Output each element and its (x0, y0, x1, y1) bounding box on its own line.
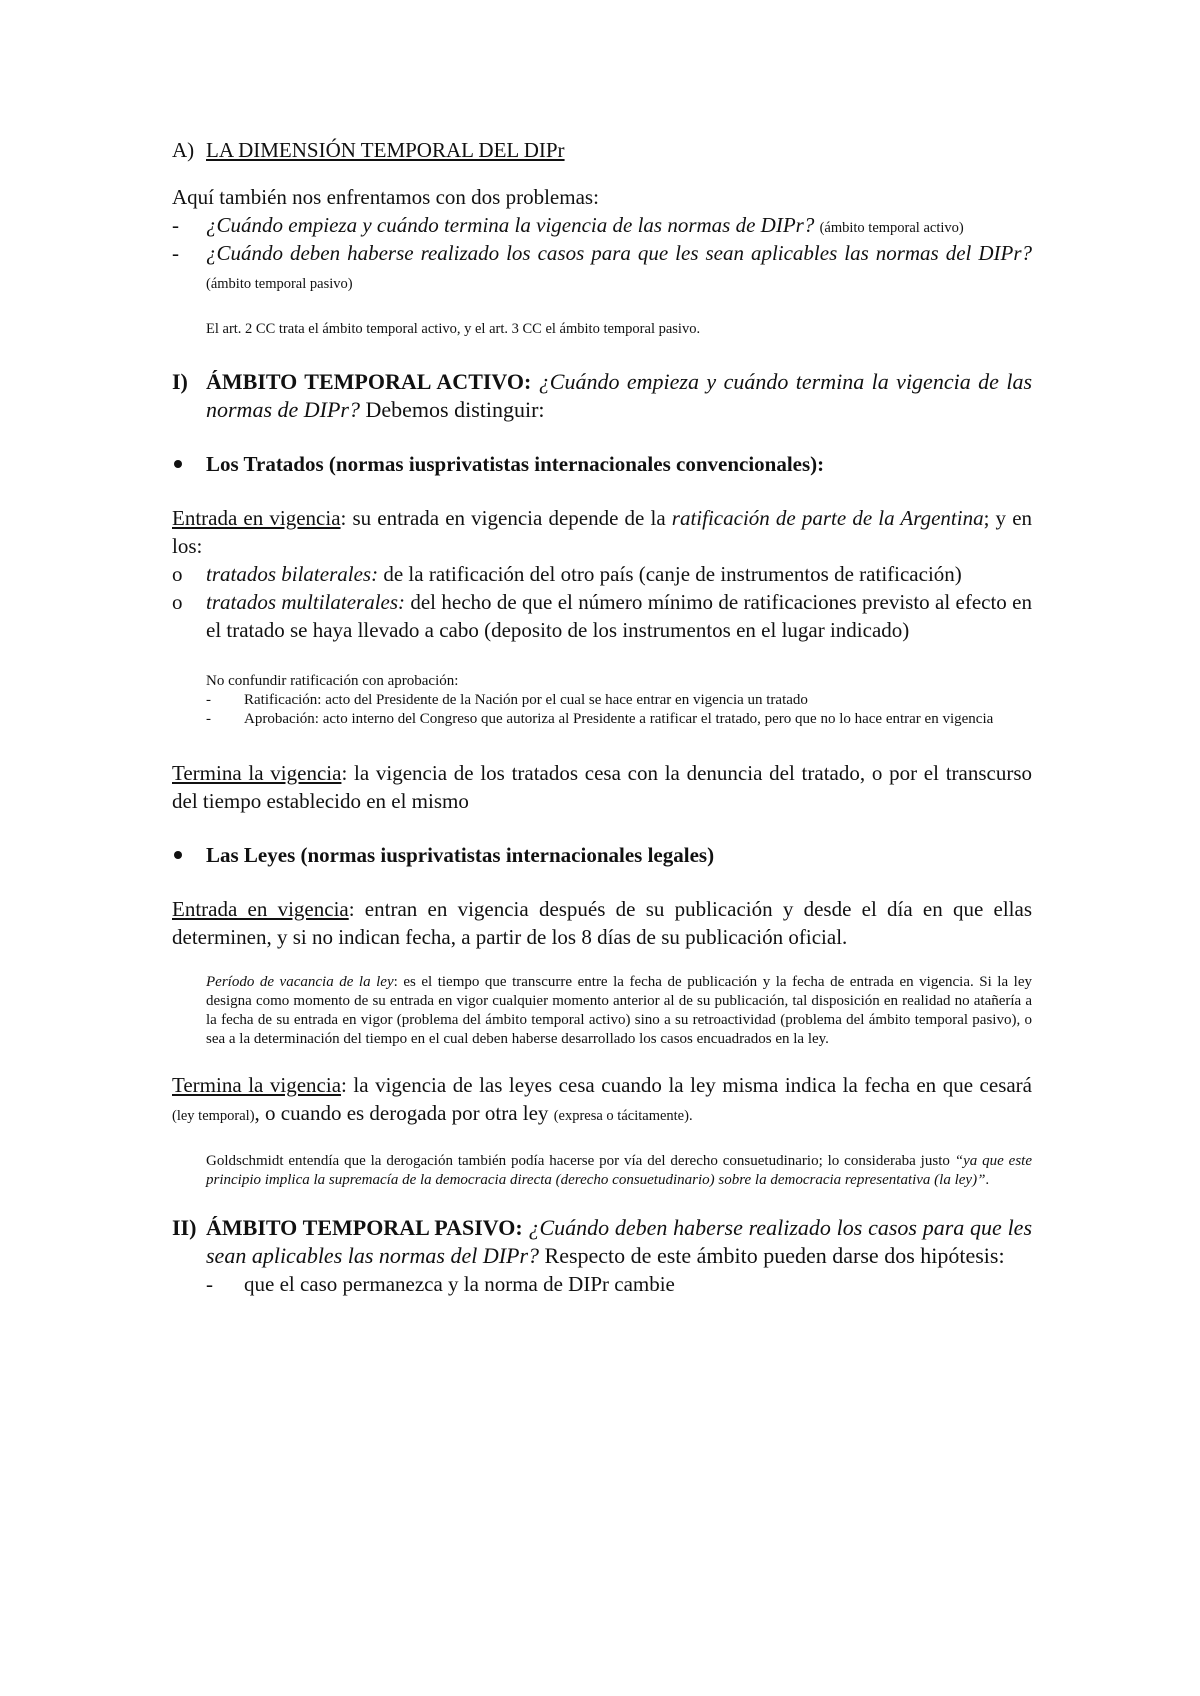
leyes-heading-text: Las Leyes (normas iusprivatistas internacionales legales) (206, 843, 715, 867)
section-a-heading (172, 138, 1032, 163)
circle-marker: o (172, 590, 183, 614)
goldschmidt-note (206, 1152, 1032, 1190)
section-ii-title: ÁMBITO TEMPORAL PASIVO: (206, 1215, 523, 1240)
section-ii-item-text: que el caso permanezca y la norma de DIPr cambie (244, 1272, 675, 1296)
ratificacion-note-item (206, 691, 1032, 710)
question-note: (ámbito temporal pasivo) (206, 276, 353, 292)
tratados-heading-text: Los Tratados (normas iusprivatistas internacionales convencionales): (206, 452, 825, 476)
ratificacion-note-title: No confundir ratificación con aprobación: (206, 673, 459, 689)
leyes-entrada (172, 895, 1032, 951)
goldschmidt-end: . (985, 1172, 990, 1188)
dash-marker: - (206, 692, 211, 708)
question-note: (ámbito temporal activo) (819, 220, 964, 236)
ratificacion-note-item (206, 710, 1032, 729)
tratados-list-item (172, 588, 1032, 644)
tratados-entrada-text: : su entrada en vigencia depende de la (340, 506, 672, 530)
dash-marker: - (172, 241, 179, 265)
tratados-item-text: de la ratificación del otro país (canje de instrumentos de ratificación) (378, 562, 962, 586)
section-ii-item (172, 1270, 1032, 1298)
question-item (172, 211, 1032, 239)
tratados-entrada (172, 504, 1032, 560)
tratados-entrada-italic: ratificación de parte de la Argentina (671, 506, 984, 530)
section-a-number: A) (172, 138, 195, 162)
section-i-title: ÁMBITO TEMPORAL ACTIVO: (206, 369, 532, 394)
tratados-termina (172, 759, 1032, 815)
leyes-termina-label: Termina la vigencia (172, 1073, 342, 1097)
tratados-entrada-label: Entrada en vigencia (172, 506, 341, 530)
leyes-termina-text: : la vigencia de las leyes cesa cuando la ley misma indica la fecha en que cesará (341, 1073, 1033, 1097)
leyes-heading (172, 841, 1032, 869)
section-ii-number: II) (172, 1215, 197, 1240)
tratados-item-text: del hecho de que el número mínimo de ratificaciones previsto al efecto en el tratado se haya llevado a cabo (deposito de los instrumentos en el lugar indicado) (206, 590, 1032, 642)
bullet-dot-icon (174, 460, 182, 468)
dash-marker: - (206, 1272, 213, 1296)
note-item-text: Ratificación: acto del Presidente de la Nación por el cual se hace entrar en vigencia un tratado (244, 692, 808, 708)
tratados-list-item (172, 560, 1032, 588)
section-ii-question: ¿Cuándo deben haberse realizado los casos para que les sean aplicables las normas del DIPr? (206, 1215, 1033, 1268)
leyes-termina-small-2: (expresa o tácitamente). (553, 1108, 693, 1124)
goldschmidt-text: Goldschmidt entendía que la derogación también podía hacerse por vía del derecho consuetudinario; lo consideraba justo (206, 1153, 955, 1169)
leyes-termina-small: (ley temporal) (172, 1108, 255, 1124)
question-item (172, 239, 1032, 295)
art-note: El art. 2 CC trata el ámbito temporal activo, y el art. 3 CC el ámbito temporal pasivo. (206, 321, 701, 337)
goldschmidt-quote: “ya que este principio implica la supremacía de la democracia directa (derecho consuetudinario) sobre la democracia representativa (la ley)” (206, 1153, 1032, 1188)
leyes-entrada-label: Entrada en vigencia (172, 897, 349, 921)
circle-marker: o (172, 562, 183, 586)
tratados-termina-text: : la vigencia de los tratados cesa con la denuncia del tratado, o por el transcurso del tiempo establecido en el mismo (172, 761, 1033, 813)
tratados-heading (172, 450, 1032, 478)
section-i-question: ¿Cuándo empieza y cuándo termina la vigencia de las normas de DIPr? (206, 369, 1032, 422)
section-a-intro: Aquí también nos enfrentamos con dos problemas: (172, 185, 599, 209)
section-i-number: I) (172, 369, 188, 394)
tratados-entrada-text-end: ; y en los: (172, 506, 1033, 558)
tratados-item-term: tratados multilaterales: (206, 590, 406, 614)
section-a-title: LA DIMENSIÓN TEMPORAL DEL DIPr (206, 138, 565, 162)
tratados-item-term: tratados bilaterales: (206, 562, 379, 586)
dash-marker: - (206, 711, 211, 727)
section-ii-tail: Respecto de este ámbito pueden darse dos hipótesis: (544, 1243, 1005, 1268)
vacancia-label: Período de vacancia de la ley (206, 974, 394, 990)
question-text: ¿Cuándo empieza y cuándo termina la vigencia de las normas de DIPr? (206, 213, 815, 237)
section-i-tail: Debemos distinguir: (365, 397, 545, 422)
leyes-termina (172, 1071, 1032, 1130)
tratados-termina-label: Termina la vigencia (172, 761, 342, 785)
section-ii-heading (172, 1214, 1032, 1270)
document-page (172, 138, 1032, 1298)
vacancia-note (206, 973, 1032, 1049)
bullet-dot-icon (174, 851, 182, 859)
section-i-heading (172, 368, 1032, 424)
vacancia-text: : es el tiempo que transcurre entre la fecha de publicación y la fecha de entrada en vigencia. Si la ley designa como momento de su entrada en vigor cualquier momento anterior al de su publicación, tal disposición en realidad no atañería a la fecha de su entrada en vigor (problema del ámbito temporal activo) sino a su retroactividad (problema del ámbito temporal pasivo), o sea a la determinación del tiempo en el cual deben haberse desarrollado los casos encuadrados en la ley. (206, 974, 1032, 1047)
dash-marker: - (172, 213, 179, 237)
note-item-text: Aprobación: acto interno del Congreso que autoriza al Presidente a ratificar el tratado, pero que no lo hace entrar en vigencia (244, 711, 994, 727)
leyes-entrada-text: : entran en vigencia después de su publicación y desde el día en que ellas determinen, y si no indican fecha, a partir de los 8 días de su publicación oficial. (172, 897, 1033, 949)
question-text: ¿Cuándo deben haberse realizado los casos para que les sean aplicables las normas del DIPr? (206, 241, 1032, 265)
leyes-termina-text-2: , o cuando es derogada por otra ley (254, 1101, 554, 1125)
